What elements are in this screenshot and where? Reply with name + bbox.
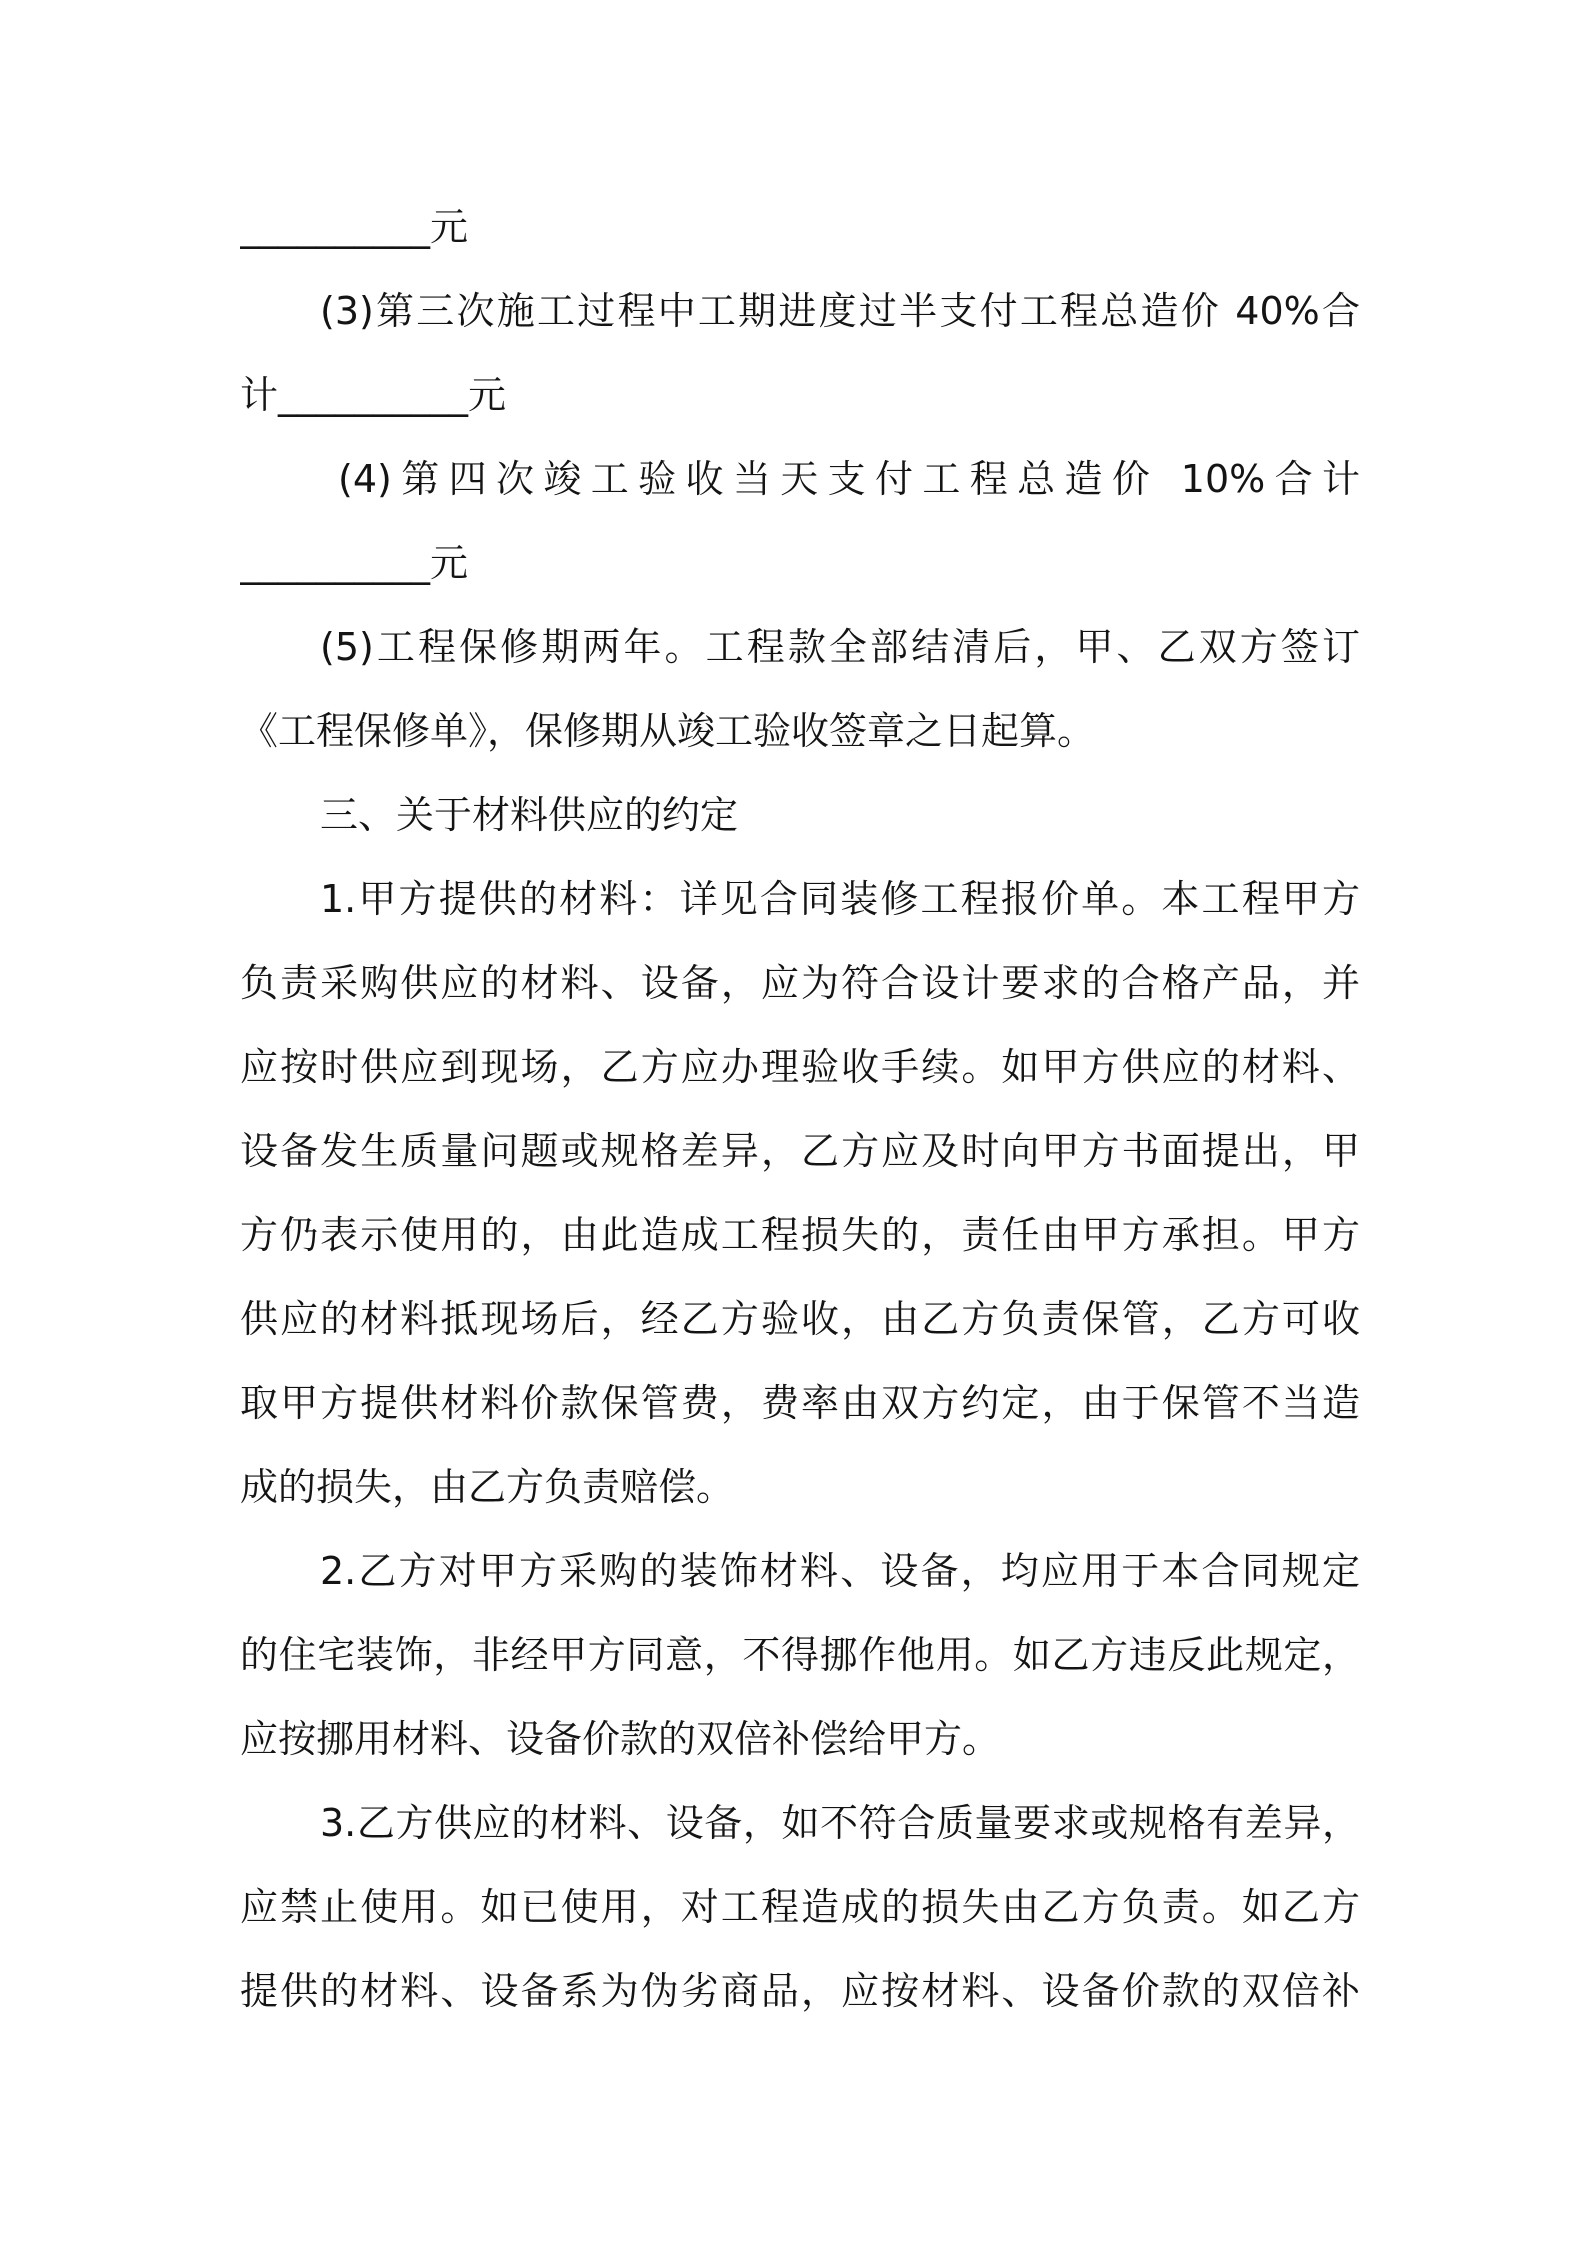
- text-line: (4)第四次竣工验收当天支付工程总造价 10%合计: [338, 457, 1360, 501]
- text-line: 2.乙方对甲方采购的装饰材料、设备，均应用于本合同规定: [320, 1549, 1360, 1593]
- text-line: 1.甲方提供的材料：详见合同装修工程报价单。本工程甲方: [320, 877, 1360, 921]
- text-line: 负责采购供应的材料、设备，应为符合设计要求的合格产品，并: [240, 961, 1360, 1005]
- text-line: 3.乙方供应的材料、设备，如不符合质量要求或规格有差异，: [320, 1801, 1360, 1845]
- text-line: __________元: [240, 541, 469, 585]
- text-line: 《工程保修单》，保修期从竣工验收签章之日起算。: [240, 709, 1096, 753]
- text-line: 应禁止使用。如已使用，对工程造成的损失由乙方负责。如乙方: [240, 1885, 1360, 1929]
- section-heading: 三、关于材料供应的约定: [320, 793, 739, 837]
- text-line: 设备发生质量问题或规格差异，乙方应及时向甲方书面提出，甲: [240, 1129, 1360, 1173]
- text-line: 成的损失，由乙方负责赔偿。: [240, 1465, 735, 1509]
- text-line: (5)工程保修期两年。工程款全部结清后，甲、乙双方签订: [320, 625, 1360, 669]
- text-line: 应按挪用材料、设备价款的双倍补偿给甲方。: [240, 1717, 1001, 1761]
- text-line: 应按时供应到现场，乙方应办理验收手续。如甲方供应的材料、: [240, 1045, 1360, 1089]
- text-line: 方仍表示使用的，由此造成工程损失的，责任由甲方承担。甲方: [240, 1213, 1360, 1257]
- text-line: (3)第三次施工过程中工期进度过半支付工程总造价 40%合: [320, 289, 1360, 333]
- text-line: 供应的材料抵现场后，经乙方验收，由乙方负责保管，乙方可收: [240, 1297, 1360, 1341]
- text-line: __________元: [240, 205, 469, 249]
- text-line: 的住宅装饰，非经甲方同意，不得挪作他用。如乙方违反此规定，: [240, 1633, 1360, 1677]
- text-line: 取甲方提供材料价款保管费，费率由双方约定，由于保管不当造: [240, 1381, 1360, 1425]
- text-line: 计__________元: [240, 373, 507, 417]
- text-line: 提供的材料、设备系为伪劣商品，应按材料、设备价款的双倍补: [240, 1969, 1360, 2013]
